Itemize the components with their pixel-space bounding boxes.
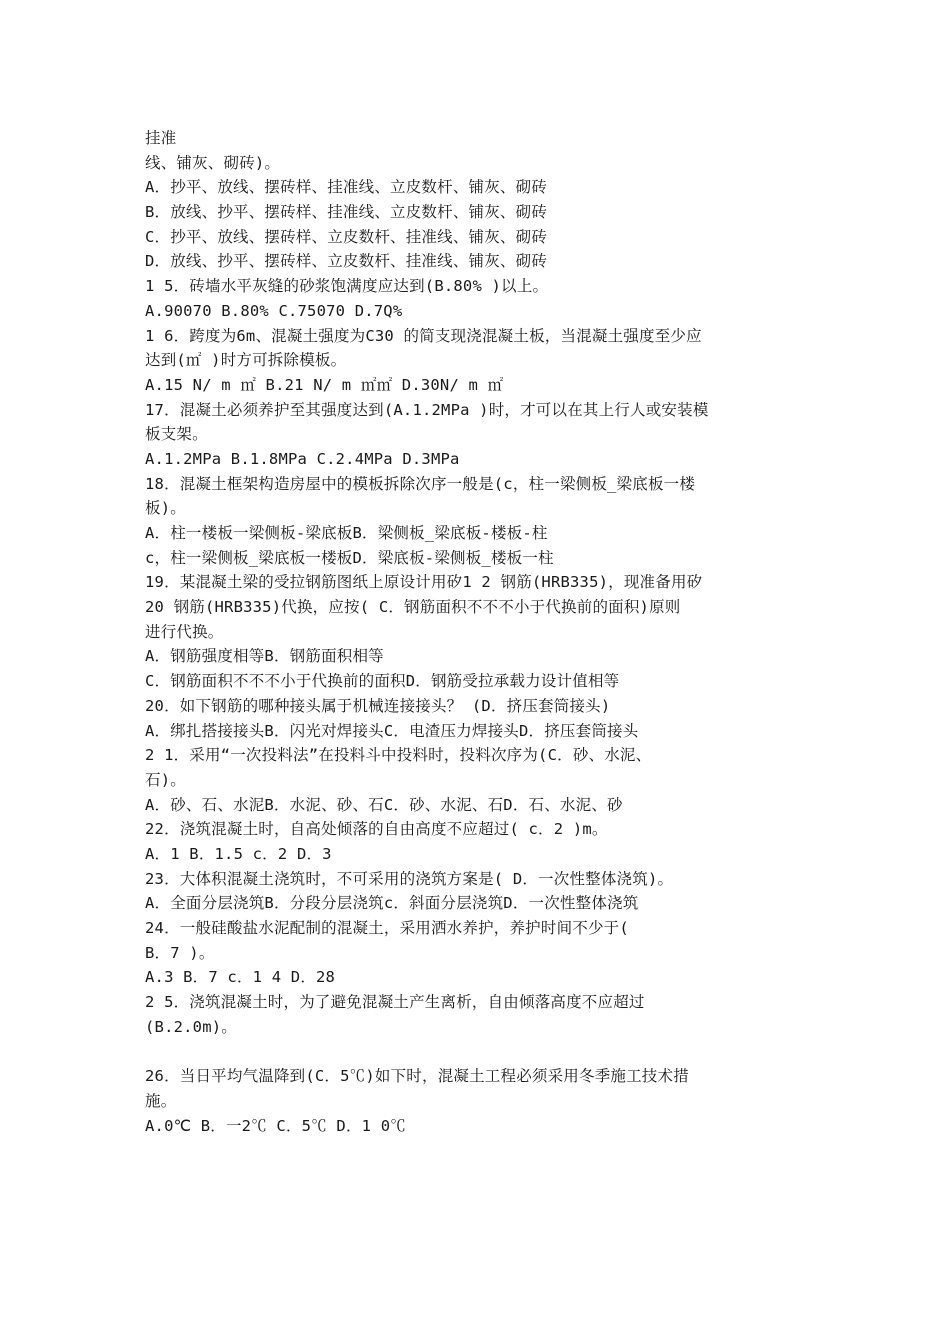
text-line: A.15 N/ m ㎡ B.21 N/ m ㎡㎡ D.30N/ m ㎡ xyxy=(145,375,504,394)
text-line: 进行代换。 xyxy=(145,622,224,641)
text-line: C．抄平、放线、摆砖样、立皮数杆、挂准线、铺灰、砌砖 xyxy=(145,227,548,246)
text-line: A．1 B．1.5 c．2 D．3 xyxy=(145,844,332,863)
text-line: 线、铺灰、砌砖)。 xyxy=(145,153,281,172)
text-line: 20 钢筋(HRB335)代换，应按( C．钢筋面积不不不小于代换前的面积)原则 xyxy=(145,598,681,617)
text-line: 22．浇筑混凝土时，自高处倾落的自由高度不应超过( c．2 )m。 xyxy=(145,820,608,839)
text-line: 2 5．浇筑混凝土时，为了避免混凝土产生离析，自由倾落高度不应超过 xyxy=(145,993,645,1012)
text-line: A.1.2MPa B.1.8MPa C.2.4MPa D.3MPa xyxy=(145,449,460,468)
text-line: 20．如下钢筋的哪种接头属于机械连接接头？ (D．挤压套筒接头) xyxy=(145,696,611,715)
text-line: A．全面分层浇筑B．分段分层浇筑c．斜面分层浇筑D．一次性整体浇筑 xyxy=(145,894,639,913)
text-line: C．钢筋面积不不不小于代换前的面积D．钢筋受拉承载力设计值相等 xyxy=(145,672,620,691)
text-line: 17．混凝土必须养护至其强度达到(A.1.2MPa )时，才可以在其上行人或安装模 xyxy=(145,400,709,419)
text-line: 施。 xyxy=(145,1091,177,1110)
text-line: 板支架。 xyxy=(145,425,208,444)
text-line: D．放线、抄平、摆砖样、立皮数杆、挂准线、铺灰、砌砖 xyxy=(145,252,548,271)
text-line: 2 1．采用“一次投料法”在投料斗中投料时，投料次序为(C．砂、水泥、 xyxy=(145,746,652,765)
text-line: 23．大体积混凝土浇筑时，不可采用的浇筑方案是( D．一次性整体浇筑)。 xyxy=(145,869,674,888)
text-line: 石)。 xyxy=(145,770,186,789)
text-line: 板)。 xyxy=(145,499,186,518)
text-line: A．砂、石、水泥B．水泥、砂、石C．砂、水泥、石D．石、水泥、砂 xyxy=(145,795,623,814)
text-line: 达到(㎡ )时方可拆除模板。 xyxy=(145,351,347,370)
text-line: 18．混凝土框架构造房屋中的模板拆除次序一般是(c，柱一梁侧板_梁底板一楼 xyxy=(145,474,696,493)
text-line: A．钢筋强度相等B．钢筋面积相等 xyxy=(145,647,384,666)
document-body xyxy=(145,126,815,1138)
text-line: (B.2.0m)。 xyxy=(145,1017,237,1036)
text-line: 1 5．砖墙水平灰缝的砂浆饱满度应达到(B.80% )以上。 xyxy=(145,277,549,296)
text-line: 挂准 xyxy=(145,129,177,147)
text-line: A．柱一楼板一梁侧板-梁底板B．梁侧板_梁底板-楼板-柱 xyxy=(145,524,548,542)
text-line: A.90070 B.80% C.75070 D.7Q% xyxy=(145,301,403,320)
text-line: B．放线、抄平、摆砖样、挂准线、立皮数杆、铺灰、砌砖 xyxy=(145,203,548,222)
text-line: 26．当日平均气温降到(C．5℃)如下时，混凝土工程必须采用冬季施工技术措 xyxy=(145,1067,689,1086)
text-line: A.0℃ B．一2℃ C．5℃ D．1 0℃ xyxy=(145,1116,406,1135)
text-line: c，柱一梁侧板_梁底板一楼板D．梁底板-梁侧板_楼板一柱 xyxy=(145,548,554,567)
blank-line xyxy=(145,1039,815,1064)
text-line: B．7 )。 xyxy=(145,943,215,962)
text-line: A.3 B．7 c．1 4 D．28 xyxy=(145,968,336,987)
text-line: 19．某混凝土梁的受拉钢筋图纸上原设计用矽1 2 钢筋(HRB335)，现准备用矽 xyxy=(145,573,703,592)
text-line: A．绑扎搭接接头B．闪光对焊接头C．电渣压力焊接头D．挤压套筒接头 xyxy=(145,721,639,740)
text-line: 24．一般硅酸盐水泥配制的混凝土，采用洒水养护，养护时间不少于( xyxy=(145,919,629,937)
text-line: 1 6．跨度为6m、混凝土强度为C30 的简支现浇混凝土板，当混凝土强度至少应 xyxy=(145,326,702,345)
text-line: A．抄平、放线、摆砖样、挂准线、立皮数杆、铺灰、砌砖 xyxy=(145,178,548,197)
